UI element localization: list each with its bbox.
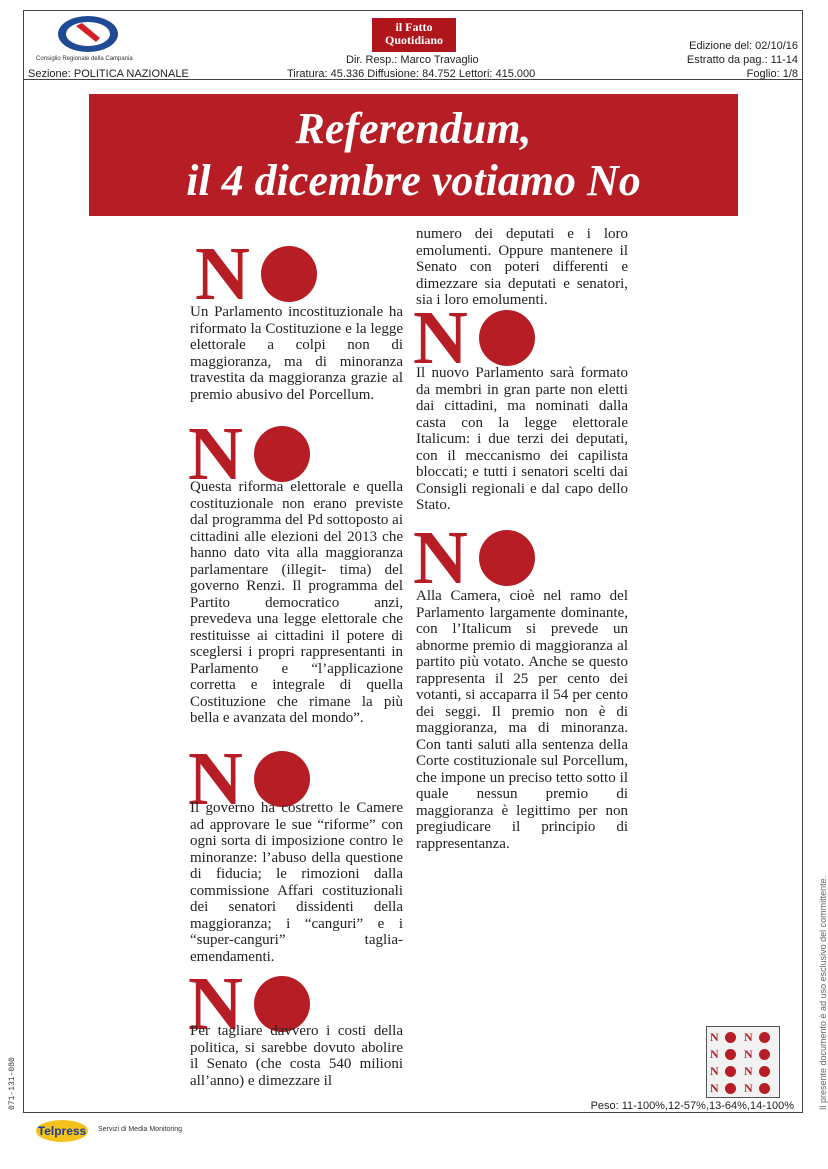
article-paragraph: Un Parlamento incostituzionale ha riformato la Costituzione e la legge elettorale a colpi non di maggioranza, ma di minoranza travestita da maggioranza grazie al premio abusivo del Porcellum.	[190, 304, 403, 403]
weight-label: Peso: 11-100%,12-57%,13-64%,14-100%	[590, 1100, 794, 1112]
page-thumbnail: N N N N N N N N	[706, 1026, 780, 1098]
no-mark: N	[413, 307, 533, 369]
headline-banner	[89, 94, 738, 216]
article-paragraph: numero dei deputati e i loro emolumenti. Oppure mantenere il Senato con poteri differenti e dimezzare sia deputati e senatori, sia i loro emolumenti.	[416, 226, 628, 308]
director-label: Dir. Resp.: Marco Travaglio	[346, 54, 479, 66]
section-label: Sezione: POLITICA NAZIONALE	[28, 68, 189, 80]
no-mark: N	[413, 527, 533, 589]
no-mark: N	[188, 973, 308, 1035]
council-emblem-icon	[30, 14, 150, 58]
no-mark: N	[195, 243, 315, 305]
article-paragraph: Il governo ha costretto le Camere ad approvare le sue “riforme” con ogni sorta di imposizione contro le minoranze: l’abuso della questione di fiducia; le rimozioni dalla commissione Affari costituzionali dei senatori dissidenti della maggioranza; i “canguri” e i “super-canguri” taglia-emendamenti.	[190, 800, 403, 965]
page-range: Estratto da pag.: 11-14	[686, 54, 798, 66]
council-caption: Consiglio Regionale della Campania	[36, 56, 133, 62]
disclaimer-text: Il presente documento è ad uso esclusivo del committente.	[818, 875, 828, 1110]
services-caption: Servizi di Media Monitoring	[98, 1126, 183, 1133]
headline-line-2: il 4 dicembre votiamo No	[186, 156, 641, 205]
document-code: 071-131-080	[8, 1057, 17, 1110]
newspaper-logo: il Fatto Quotidiano	[372, 18, 456, 52]
article-paragraph: Questa riforma elettorale e quella costituzionale non erano previste dal programma del Pd sottoposto ai cittadini alle elezioni del 2013 che hanno dato vita alla maggioranza parlamentare (illegit- tima) del governo Renzi. Il programma del Partito democratico anzi, prevedeva una legge elettorale che restituisse ai cittadini il potere di sceglersi i propri rappresentanti in Parlamento e “l’applicazione corretta e integrale di quella Costituzione che rimane la più bella e avanzata del mondo”.	[190, 479, 403, 726]
article-paragraph: Alla Camera, cioè nel ramo del Parlamento largamente dominante, con l’Italicum si prevede un abnorme premio di maggioranza al partito più votato. Anche se questo rappresenta il 25 per cento dei votanti, si accaparra il 54 per cento dei seggi. Il premio non è di maggioranza, ma di minoranza. Con tanti saluti alla sentenza della Corte costituzionale sul Porcellum, che impone un preciso tetto sotto il quale nessun premio di maggioranza è legittimo per non pregiudicare il principio di rappresentanza.	[416, 588, 628, 852]
edition-date: Edizione del: 02/10/16	[689, 40, 798, 52]
sheet-number: Foglio: 1/8	[746, 68, 798, 80]
circulation-label: Tiratura: 45.336 Diffusione: 84.752 Lettori: 415.000	[287, 68, 536, 80]
article-paragraph: Per tagliare davvero i costi della politica, si sarebbe dovuto abolire il Senato (che costa 540 milioni all’anno) e dimezzare il	[190, 1023, 403, 1089]
no-mark: N	[188, 423, 308, 485]
no-mark: N	[188, 748, 308, 810]
headline-line-1: Referendum,	[295, 104, 532, 153]
regional-council-logo	[30, 14, 150, 66]
telpress-logo: Telpress	[36, 1120, 88, 1142]
article-paragraph: Il nuovo Parlamento sarà formato da membri in gran parte non eletti dai cittadini, ma nominati dalla casta con la legge elettorale Italicum: i due terzi dei deputati, con il meccanismo dei capilista bloccati; e tutti i senatori scelti dai Consigli regionali e dal capo dello Stato.	[416, 365, 628, 513]
